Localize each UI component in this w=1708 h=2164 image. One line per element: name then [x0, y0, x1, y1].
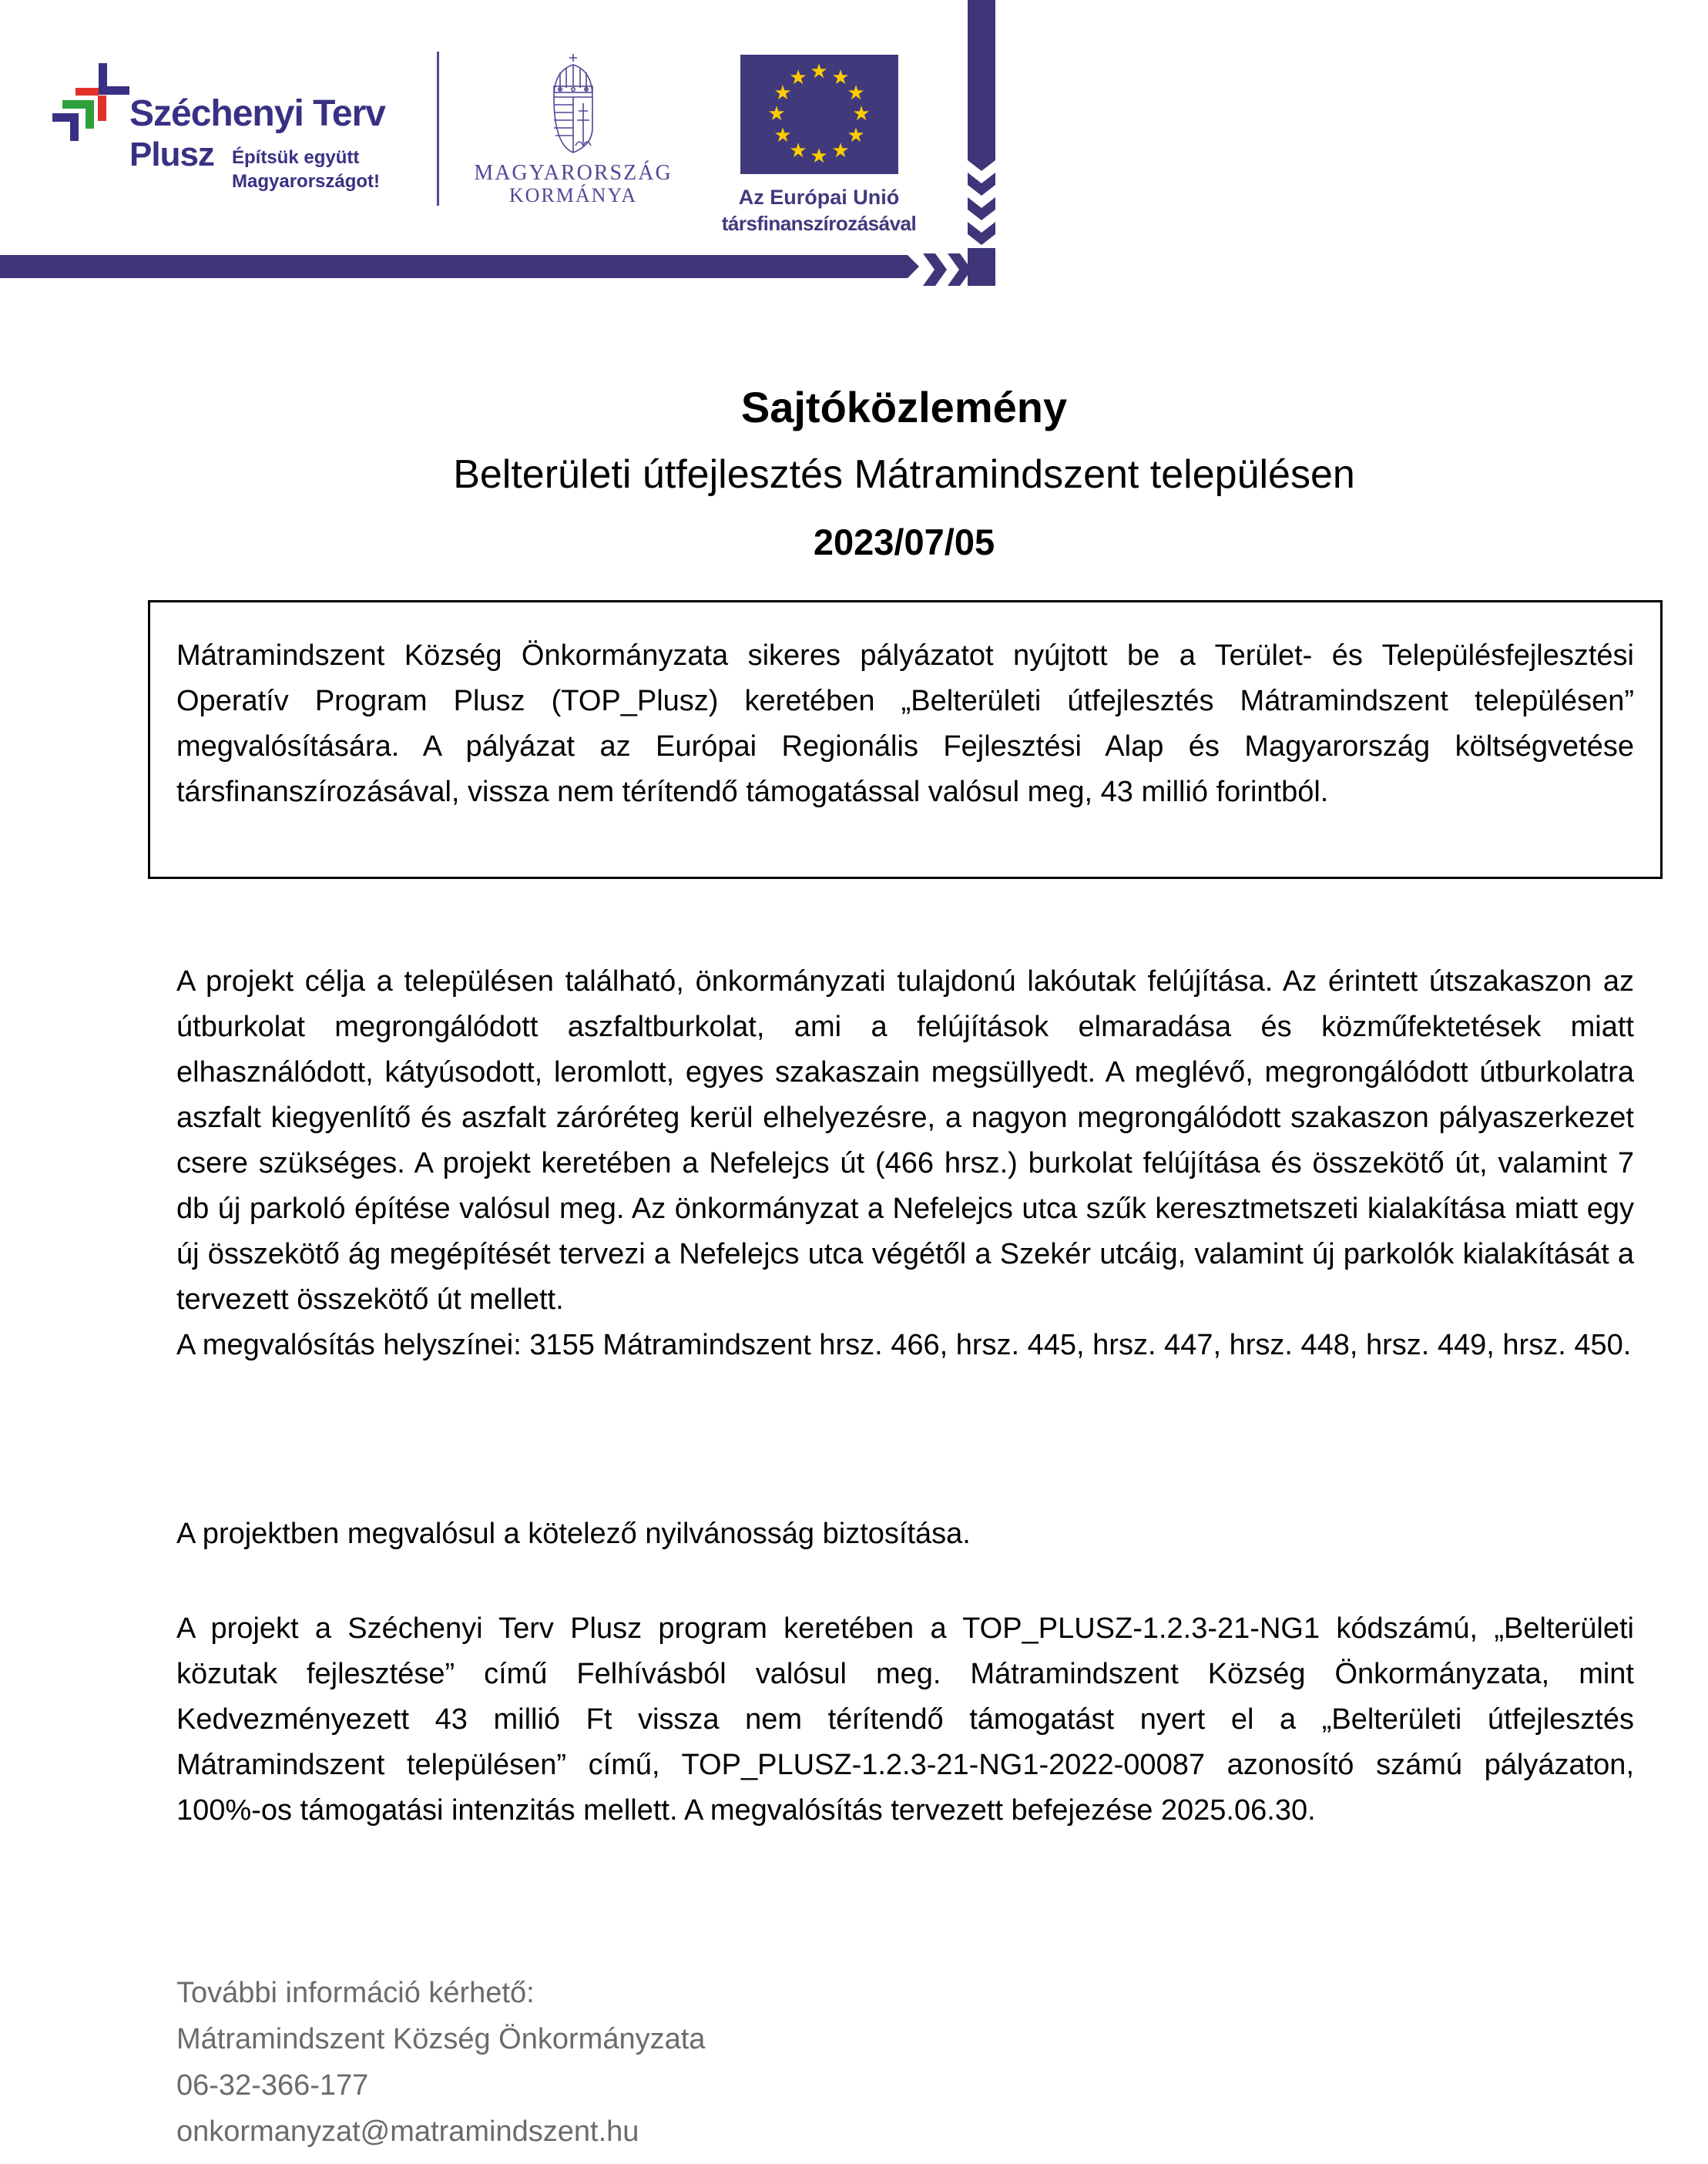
body-paragraph-publicity: A projektben megvalósul a kötelező nyilvánosság biztosítása. — [176, 1518, 971, 1550]
lead-summary-text: Mátramindszent Község Önkormányzata sikeres pályázatot nyújtott be a Terület- és Településfejlesztési Operatív Program Plusz (TOP_Plusz) keretében „Belterületi útfejlesztés Mátramindszent településen” megvalósítására. A pályázat az Európai Regionális Fejlesztési Alap és Magyarország költségvetése társfinanszírozásával, vissza nem térítendő támogatással valósul meg, 43 millió forintból. — [176, 639, 1634, 808]
eu-star-icon: ★ — [773, 122, 792, 146]
contact-email: onkormanyzat@matramindszent.hu — [176, 2115, 639, 2148]
szechenyi-logo-wordmark-line1: Széchenyi Terv — [129, 93, 385, 134]
eu-flag-icon — [740, 55, 898, 174]
lead-summary-box — [148, 600, 1663, 879]
contact-block — [176, 1970, 1634, 2155]
eu-star-icon: ★ — [852, 101, 871, 125]
document-subtitle: Belterületi útfejlesztés Mátramindszent településen — [453, 452, 1355, 497]
eu-star-icon: ★ — [789, 65, 807, 89]
header-divider-line — [437, 52, 439, 206]
eu-star-icon: ★ — [810, 59, 828, 82]
body-block-1 — [176, 959, 1634, 1368]
szechenyi-logo-wordmark-line2: Plusz — [129, 136, 214, 173]
eu-star-icon: ★ — [847, 80, 865, 104]
body-paragraph-project-goal: A projekt célja a településen található, önkormányzati tulajdonú lakóutak felújítása. Az érintett útszakaszon az útburkolat megrongálódott aszfaltburkolat, ami a felújítások elmaradása és közműfektetések miatt elhasználódott, kátyúsodott, leromlott, egyes szakaszain megsüllyedt. A meglévő, megrongálódott útburkolatra aszfalt kiegyenlítő és aszfalt záróréteg kerül elhelyezésre, a nagyon megrongálódott szakaszon pályaszerkezet csere szükséges. A projekt keretében a Nefelejcs út (466 hrsz.) burkolat felújítása és összekötő út, valamint 7 db új parkoló építése valósul meg. Az önkormányzat a Nefelejcs utca szűk keresztmetszeti kialakítása miatt egy új összekötő ág megépítését tervezi a Nefelejcs utca végétől a Szekér utcáig, valamint új parkolók kialakítását a tervezett összekötő út mellett. — [176, 965, 1634, 1316]
hungary-coat-of-arms-icon — [545, 52, 602, 154]
contact-heading: További információ kérhető: — [176, 1977, 535, 2009]
eu-star-icon: ★ — [831, 65, 850, 89]
szechenyi-plus-mark-icon — [51, 60, 131, 143]
body-block-3 — [176, 1606, 1634, 1834]
document-title: Sajtóközlemény — [740, 383, 1068, 431]
eu-star-icon: ★ — [831, 138, 850, 162]
body-block-2 — [176, 1511, 1634, 1557]
document-date: 2023/07/05 — [813, 522, 995, 562]
eu-caption-line1: Az Európai Unió — [738, 186, 900, 209]
government-wordmark-line2: KORMÁNYA — [508, 184, 638, 206]
eu-star-icon: ★ — [789, 138, 807, 162]
eu-star-icon: ★ — [767, 101, 786, 125]
contact-organization: Mátramindszent Község Önkormányzata — [176, 2023, 706, 2055]
szechenyi-logo-tagline — [232, 146, 380, 193]
government-wordmark-line1: MAGYARORSZÁG — [474, 161, 673, 185]
body-paragraph-locations: A megvalósítás helyszínei: 3155 Mátramindszent hrsz. 466, hrsz. 445, hrsz. 447, hrsz. 448, hrsz. 449, hrsz. 450. — [176, 1329, 1632, 1361]
eu-star-icon: ★ — [773, 80, 792, 104]
eu-caption-line2: társfinanszírozásával — [721, 212, 917, 235]
eu-star-icon: ★ — [847, 122, 865, 146]
szechenyi-logo-tagline-line1: Építsük együtt — [232, 147, 360, 168]
body-paragraph-funding: A projekt a Széchenyi Terv Plusz program keretében a TOP_PLUSZ-1.2.3-21-NG1 kódszámú, „Belterületi közutak fejlesztése” című Felhívásból valósul meg. Mátramindszent Község Önkormányzata, mint Kedvezményezett 43 millió Ft vissza nem térítendő támogatást nyert el a „Belterületi útfejlesztés Mátramindszent településen” című, TOP_PLUSZ-1.2.3-21-NG1-2022-00087 azonosító számú pályázaton, 100%-os támogatási intenzitás mellett. A megvalósítás tervezett befejezése 2025.06.30. — [176, 1612, 1634, 1827]
szechenyi-logo-tagline-line2: Magyarországot! — [232, 171, 381, 192]
contact-phone: 06-32-366-177 — [176, 2069, 369, 2102]
eu-star-icon: ★ — [810, 143, 828, 167]
